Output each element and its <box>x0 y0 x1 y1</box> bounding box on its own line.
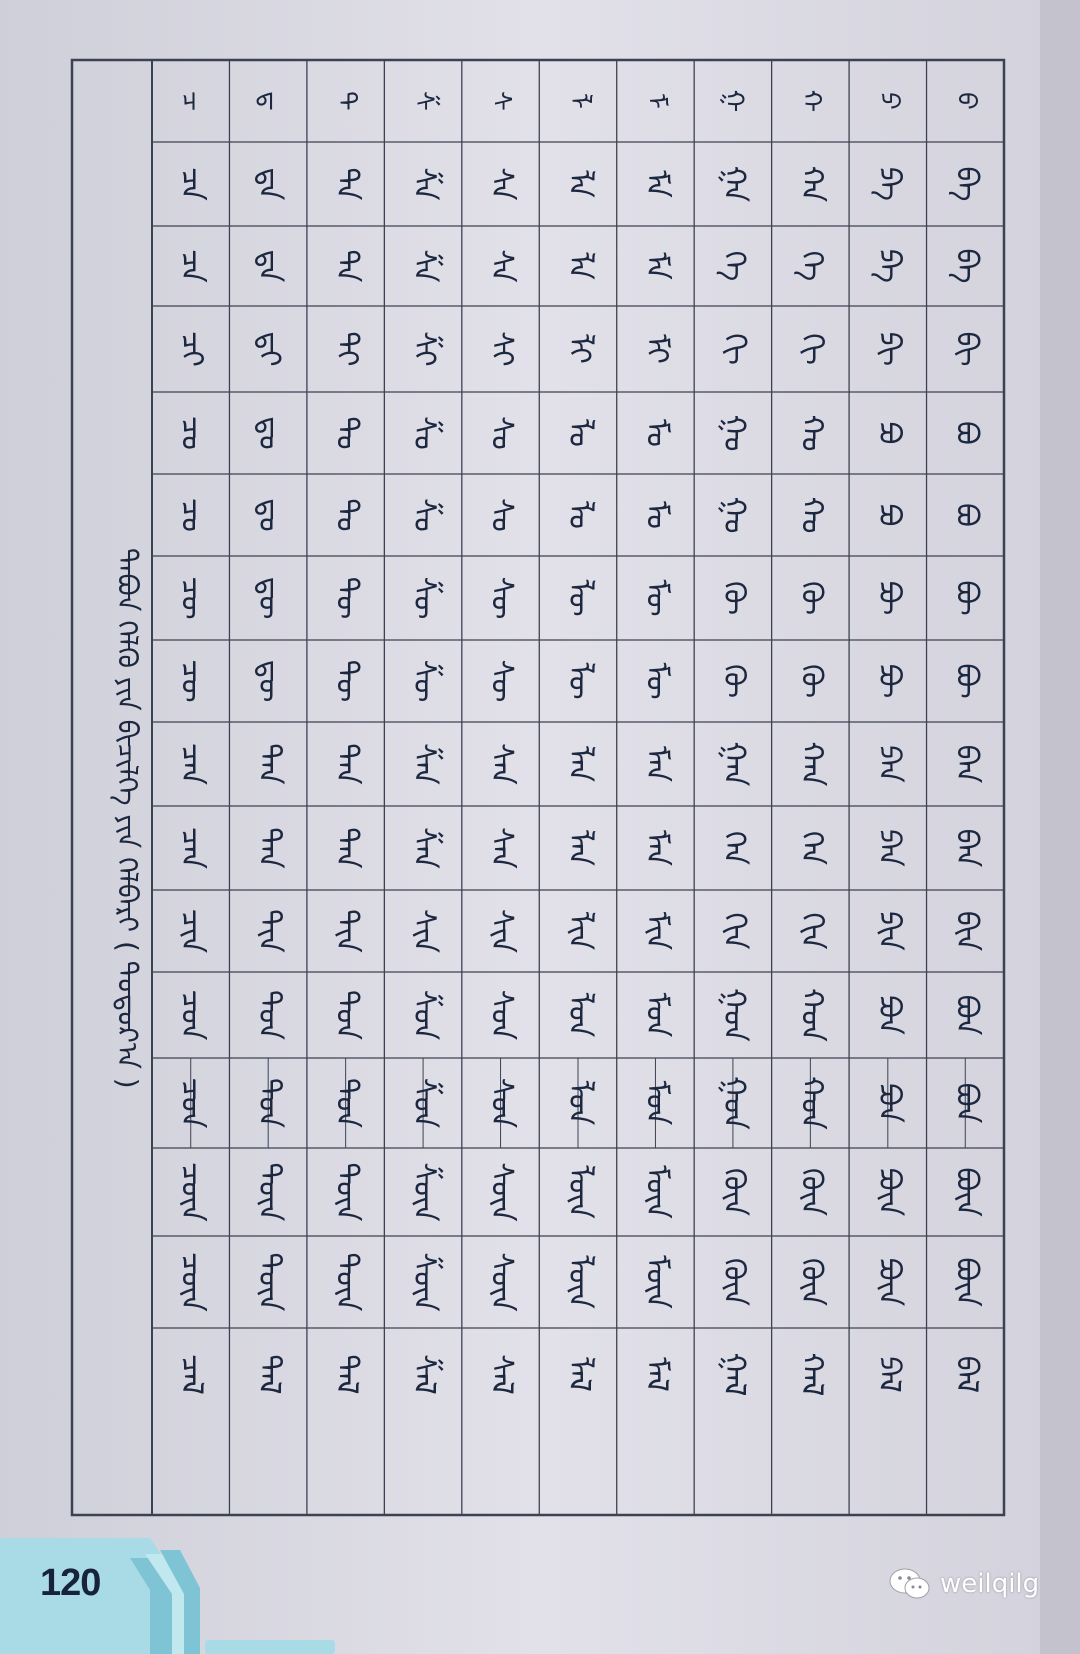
syllable-glyph: ᠯᠠᠯ <box>561 1357 597 1392</box>
syllable-glyph: ᠴᠢ <box>174 331 210 367</box>
syllable-glyph: ᠬᠦ <box>793 663 829 699</box>
syllable-glyph: ᠰᠣᠨ <box>484 989 520 1041</box>
column-head-letter: ᠪ <box>950 92 981 110</box>
syllable-glyph: ᠫᠢ <box>871 331 907 367</box>
syllable-glyph: ᠫᠣᠨ <box>871 995 907 1035</box>
syllable-glyph: ᠫᠡᠨ <box>871 829 907 867</box>
syllable-glyph: ᠲᠥᠨ <box>329 1162 365 1222</box>
syllable-glyph: ᠰᠣ <box>484 416 520 450</box>
syllable-glyph: ᠬᠣᠨ <box>793 988 829 1042</box>
syllable-glyph: ᠴᠠᠨ <box>174 742 210 786</box>
syllable-glyph: ᠳᠦ <box>251 659 287 703</box>
syllable-glyph: ᠭᠡ <box>716 250 752 282</box>
syllable-glyph: ᠫᠠ <box>871 166 907 202</box>
syllable-glyph: ᠰᠦ <box>484 659 520 703</box>
syllable-glyph: ᠯᠢᠨ <box>561 911 597 951</box>
page-number: 120 <box>40 1562 101 1604</box>
syllable-glyph: ᠱᠢᠨ <box>406 908 442 954</box>
syllable-glyph: ᠰᠥ <box>484 576 520 620</box>
column-head-letter: ᠲ <box>331 91 362 111</box>
column-head-letter: ᠬ <box>795 89 826 113</box>
syllable-glyph: ᠰᠢᠨ <box>484 908 520 954</box>
syllable-glyph: ᠮᠤᠨ <box>638 1080 674 1126</box>
syllable-glyph: ᠯᠤ <box>561 501 597 529</box>
syllable-glyph: ᠪᠠᠨ <box>948 744 984 784</box>
syllable-glyph: ᠴᠠ <box>174 167 210 201</box>
syllable-glyph: ᠱᠥᠨ <box>406 1162 442 1222</box>
syllable-glyph: ᠫᠥᠨ <box>871 1167 907 1217</box>
syllable-glyph: ᠱᠠ <box>406 167 442 201</box>
syllable-glyph: ᠪᠡ <box>948 248 984 284</box>
syllable-glyph: ᠰᠢ <box>484 331 520 367</box>
syllable-glyph: ᠭᠦᠨ <box>716 1257 752 1307</box>
syllable-glyph: ᠳᠣᠨ <box>251 989 287 1041</box>
syllable-glyph: ᠯᠦᠨ <box>561 1255 597 1309</box>
syllable-glyph: ᠬᠡᠨ <box>793 830 829 866</box>
syllable-glyph: ᠮᠥ <box>638 579 674 617</box>
syllable-glyph: ᠲᠤᠨ <box>329 1077 365 1129</box>
column-head-letter: ᠰ <box>486 91 517 111</box>
syllable-glyph: ᠪᠠ <box>948 166 984 202</box>
syllable-glyph: ᠭᠠ <box>716 165 752 203</box>
syllable-glyph: ᠱᠢ <box>406 331 442 367</box>
syllable-glyph: ᠳᠤ <box>251 498 287 532</box>
syllable-glyph: ᠯᠢ <box>561 334 597 364</box>
syllable-glyph: ᠪᠥ <box>948 580 984 616</box>
syllable-glyph: ᠱᠣ <box>406 416 442 450</box>
page-edge-shadow <box>1040 0 1080 1654</box>
syllable-glyph: ᠭᠤᠨ <box>716 1076 752 1130</box>
column-head-letter: ᠴ <box>176 91 207 111</box>
syllable-glyph: ᠯᠣᠨ <box>561 992 597 1038</box>
syllable-glyph: ᠳᠣ <box>251 416 287 450</box>
syllable-glyph: ᠱᠦᠨ <box>406 1252 442 1312</box>
syllable-glyph: ᠳᠡᠨ <box>251 827 287 869</box>
syllable-glyph: ᠬᠦᠨ <box>793 1257 829 1307</box>
syllable-glyph: ᠴᠦ <box>174 659 210 703</box>
syllable-glyph: ᠱᠠᠨ <box>406 743 442 785</box>
syllable-glyph: ᠫᠤ <box>871 503 907 527</box>
column-head-letter: ᠭ <box>718 89 749 113</box>
syllable-glyph: ᠫᠢᠨ <box>871 911 907 951</box>
syllable-glyph: ᠭᠦ <box>716 663 752 699</box>
syllable-glyph: ᠬᠣ <box>793 414 829 452</box>
syllable-glyph: ᠳᠡ <box>251 249 287 283</box>
syllable-glyph: ᠳᠤᠨ <box>251 1077 287 1129</box>
syllable-glyph: ᠮᠢ <box>638 334 674 364</box>
syllable-glyph: ᠭᠥᠨ <box>716 1167 752 1217</box>
syllable-glyph: ᠰᠠᠯ <box>484 1354 520 1395</box>
syllable-glyph: ᠰᠡᠨ <box>484 827 520 869</box>
syllable-glyph: ᠳᠢᠨ <box>251 909 287 953</box>
syllable-glyph: ᠫᠡ <box>871 248 907 284</box>
syllable-glyph: ᠮᠤ <box>638 501 674 529</box>
syllable-glyph: ᠬᠢᠨ <box>793 912 829 950</box>
syllable-glyph: ᠬᠥᠨ <box>793 1167 829 1217</box>
syllable-glyph: ᠯᠠᠨ <box>561 745 597 783</box>
syllable-glyph: ᠲᠢ <box>329 331 365 367</box>
syllable-glyph: ᠪᠤ <box>948 503 984 527</box>
column-head-letter: ᠯ <box>563 93 594 109</box>
column-head-letter: ᠱ <box>408 91 439 111</box>
syllable-glyph: ᠲᠥ <box>329 576 365 620</box>
syllable-glyph: ᠰᠤᠨ <box>484 1077 520 1129</box>
syllable-glyph: ᠭᠠᠨ <box>716 741 752 787</box>
syllable-glyph: ᠮᠥᠨ <box>638 1165 674 1219</box>
syllable-glyph: ᠮᠦᠨ <box>638 1255 674 1309</box>
syllable-glyph: ᠳᠦᠨ <box>251 1252 287 1312</box>
syllable-glyph: ᠴᠤ <box>174 498 210 532</box>
syllable-glyph: ᠯᠦ <box>561 662 597 700</box>
syllable-glyph: ᠯᠠ <box>561 170 597 198</box>
syllable-glyph: ᠳᠥ <box>251 576 287 620</box>
syllable-glyph: ᠲᠡ <box>329 249 365 283</box>
syllable-glyph: ᠬᠤ <box>793 496 829 534</box>
syllable-glyph: ᠭᠣ <box>716 414 752 452</box>
watermark <box>888 1564 1039 1604</box>
syllable-glyph: ᠭᠣᠨ <box>716 988 752 1042</box>
syllable-glyph: ᠫᠦᠨ <box>871 1257 907 1307</box>
syllable-glyph: ᠯᠥᠨ <box>561 1165 597 1219</box>
syllable-glyph: ᠯᠡ <box>561 252 597 280</box>
syllable-glyph: ᠲᠠ <box>329 167 365 201</box>
syllable-glyph: ᠴᠣᠨ <box>174 989 210 1041</box>
syllable-glyph: ᠲᠡᠨ <box>329 827 365 869</box>
syllable-glyph: ᠴᠡ <box>174 249 210 283</box>
syllable-glyph: ᠰᠠᠨ <box>484 743 520 785</box>
syllable-glyph: ᠳᠠ <box>251 167 287 201</box>
vertical-caption <box>110 548 144 1089</box>
syllable-glyph: ᠱᠥ <box>406 576 442 620</box>
syllable-glyph: ᠴᠠᠯ <box>174 1354 210 1395</box>
syllable-glyph: ᠮᠠᠯ <box>638 1357 674 1392</box>
syllable-glyph: ᠱᠠᠯ <box>406 1354 442 1395</box>
syllable-glyph: ᠬᠡ <box>793 250 829 282</box>
syllable-glyph: ᠭᠡᠨ <box>716 830 752 866</box>
syllable-glyph: ᠮᠡᠨ <box>638 829 674 867</box>
syllable-glyph: ᠱᠤᠨ <box>406 1077 442 1129</box>
syllable-glyph: ᠪᠠᠯ <box>948 1355 984 1394</box>
syllable-glyph: ᠫᠣ <box>871 421 907 445</box>
syllable-glyph: ᠮᠠᠨ <box>638 745 674 783</box>
column-head-letter: ᠳ <box>253 91 284 111</box>
watermark-text: weilqilg <box>940 1569 1040 1599</box>
syllable-glyph: ᠬᠠ <box>793 165 829 203</box>
syllable-glyph: ᠭᠢ <box>716 333 752 365</box>
syllable-glyph: ᠫᠠᠨ <box>871 745 907 783</box>
syllable-glyph: ᠪᠥᠨ <box>948 1167 984 1217</box>
column-head-letter: ᠮ <box>640 93 671 109</box>
syllable-glyph: ᠭᠥ <box>716 580 752 616</box>
syllable-glyph: ᠮᠡ <box>638 252 674 280</box>
syllable-glyph: ᠳᠠᠯ <box>251 1354 287 1395</box>
syllable-glyph: ᠬᠠᠨ <box>793 741 829 787</box>
syllable-glyph: ᠴᠥᠨ <box>174 1162 210 1222</box>
syllable-glyph: ᠮᠠ <box>638 170 674 198</box>
wechat-icon <box>888 1566 932 1602</box>
syllable-glyph: ᠰᠥᠨ <box>484 1162 520 1222</box>
syllable-glyph: ᠴᠦᠨ <box>174 1252 210 1312</box>
syllable-glyph: ᠬᠠᠯ <box>793 1352 829 1397</box>
syllable-glyph: ᠳᠠᠨ <box>251 743 287 785</box>
syllable-glyph: ᠯᠥ <box>561 579 597 617</box>
syllable-glyph: ᠪᠣᠨ <box>948 994 984 1036</box>
syllable-glyph: ᠬᠥ <box>793 580 829 616</box>
syllable-glyph: ᠫᠤᠨ <box>871 1083 907 1123</box>
syllable-glyph: ᠯᠤᠨ <box>561 1080 597 1126</box>
syllable-glyph: ᠲᠦ <box>329 659 365 703</box>
syllable-glyph: ᠪᠦᠨ <box>948 1257 984 1307</box>
syllable-glyph: ᠴᠤᠨ <box>174 1077 210 1129</box>
syllable-glyph: ᠪᠢ <box>948 331 984 367</box>
syllable-glyph: ᠯᠣ <box>561 419 597 447</box>
syllable-glyph: ᠰᠡ <box>484 249 520 283</box>
syllable-glyph: ᠴᠣ <box>174 416 210 450</box>
syllable-glyph: ᠱᠤ <box>406 498 442 532</box>
syllable-glyph: ᠪᠢᠨ <box>948 910 984 952</box>
syllable-glyph: ᠯᠡᠨ <box>561 829 597 867</box>
syllable-glyph: ᠪᠤᠨ <box>948 1082 984 1124</box>
syllable-glyph: ᠱᠡᠨ <box>406 827 442 869</box>
syllable-glyph: ᠬᠤᠨ <box>793 1076 829 1130</box>
syllable-glyph: ᠫᠦ <box>871 663 907 699</box>
syllable-glyph: ᠫᠥ <box>871 580 907 616</box>
syllable-glyph: ᠭᠠᠯ <box>716 1352 752 1397</box>
syllable-glyph: ᠮᠦ <box>638 662 674 700</box>
syllable-glyph: ᠮᠣ <box>638 419 674 447</box>
syllable-glyph: ᠮᠢᠨ <box>638 911 674 951</box>
syllable-glyph: ᠲᠣ <box>329 416 365 450</box>
syllable-glyph: ᠲᠦᠨ <box>329 1252 365 1312</box>
syllable-glyph: ᠭᠤ <box>716 496 752 534</box>
syllable-glyph: ᠲᠠᠯ <box>329 1354 365 1395</box>
syllable-glyph: ᠬᠢ <box>793 333 829 365</box>
syllable-glyph: ᠪᠦ <box>948 663 984 699</box>
syllable-glyph: ᠲᠠᠨ <box>329 743 365 785</box>
syllable-glyph: ᠲᠢᠨ <box>329 909 365 953</box>
syllable-glyph: ᠭᠢᠨ <box>716 912 752 950</box>
caption-text: ᠲᠠᠪᠤᠨ ᠭᠡᠯᠬᠦ ᠶᠢᠨ ᠪᠢᠴᠢᠯᠭᠡ ᠶᠢᠨ ᠬᠡᠯᠪᠡᠷᠢ ( ᠳᠣᠲᠣᠷ᠎ᠠ ) <box>111 548 144 1089</box>
syllable-glyph: ᠲᠤ <box>329 498 365 532</box>
syllable-glyph: ᠲᠣᠨ <box>329 989 365 1041</box>
syllable-glyph: ᠴᠥ <box>174 576 210 620</box>
syllable-glyph: ᠮᠣᠨ <box>638 992 674 1038</box>
syllable-glyph: ᠪᠣ <box>948 421 984 445</box>
syllable-glyph: ᠱᠦ <box>406 659 442 703</box>
syllable-glyph: ᠳᠢ <box>251 331 287 367</box>
syllable-glyph: ᠫᠠᠯ <box>871 1356 907 1393</box>
syllable-glyph: ᠪᠡᠨ <box>948 828 984 868</box>
syllable-glyph: ᠰᠤ <box>484 498 520 532</box>
syllable-glyph: ᠱᠣᠨ <box>406 989 442 1041</box>
syllable-glyph: ᠱᠡ <box>406 249 442 283</box>
syllable-glyph: ᠴᠢᠨ <box>174 908 210 954</box>
syllable-glyph: ᠴᠡᠨ <box>174 826 210 870</box>
column-head-letter: ᠫ <box>873 92 904 110</box>
syllable-glyph: ᠰᠦᠨ <box>484 1252 520 1312</box>
syllable-glyph: ᠰᠠ <box>484 167 520 201</box>
syllable-glyph: ᠳᠥᠨ <box>251 1162 287 1222</box>
